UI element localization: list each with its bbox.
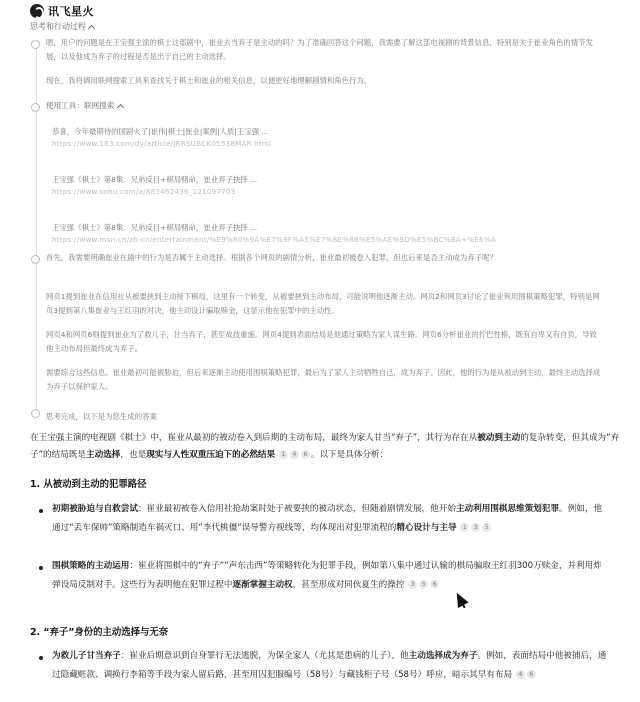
citation-badge[interactable]: 5 bbox=[419, 580, 428, 589]
citation-badge[interactable]: 3 bbox=[471, 523, 480, 532]
answer-text: ，甚至形成对同伙夏生的操控 bbox=[292, 580, 405, 590]
search-result-url: https://www.sohu.com/a/883462436_121097703 bbox=[52, 187, 236, 196]
done-dot-icon bbox=[31, 409, 40, 418]
answer-bold: 主动利用围棋思维策划犯罪 bbox=[455, 504, 560, 514]
answer-text: 。例如，他通过“丢车保帅”策略制造车祸灭口、用“李代桃僵”误导警方视线等，均体现出对犯罪流程的 bbox=[52, 504, 603, 533]
search-result[interactable] bbox=[52, 174, 600, 198]
answer-bullet bbox=[52, 647, 608, 685]
search-result-url: https://www.msn.cn/zh-cn/entertainment/%E9%80%9A%E7%9F%A5%E7%8E%8B%E5%AE%9D%E5%BC%BA+%E6%A bbox=[52, 235, 496, 244]
thinking-paragraph: 首先，我需要明确崔业在剧中的行为是否属于主动选择。根据各个网页的剧情分析，崔业最初被卷入犯罪，但也后来是否主动成为弃子呢？ bbox=[46, 253, 497, 262]
answer-bold: 现实与人性双重压迫下的必然结果 bbox=[146, 450, 276, 460]
thinking-thread-line bbox=[36, 46, 37, 416]
tool-label: 使用工具：联网搜索 bbox=[46, 101, 115, 110]
bullet-title: 为救儿子甘当弃子 bbox=[52, 651, 121, 661]
chevron-up-icon bbox=[88, 24, 95, 31]
thinking-done-text: 思考完成，以下是为您生成的答案 bbox=[46, 412, 157, 421]
search-result-title: 恭喜，今年最期待的国剧火了|崔伟|棋士|崔业|案例|人质|王宝强 ... bbox=[52, 127, 269, 136]
citation-badge[interactable]: 3 bbox=[408, 580, 417, 589]
chevron-up-icon bbox=[117, 103, 124, 110]
answer-text: ：崔业最初被卷入信用社抢劫案时处于被要挟的被动状态，但随着剧情发展，他开始 bbox=[137, 504, 456, 514]
answer-intro bbox=[30, 430, 620, 464]
answer-bold: 精心设计与主导 bbox=[396, 523, 457, 533]
app-logo bbox=[30, 2, 94, 20]
answer-bold: 被动到主动 bbox=[477, 433, 521, 443]
tool-usage-toggle[interactable] bbox=[46, 100, 123, 111]
step-dot-icon bbox=[31, 255, 40, 264]
bullet-title: 初期被胁迫与自救尝试 bbox=[52, 504, 138, 514]
thinking-paragraph: 现在，我将调用联网搜索工具来查找关于棋士和崔业的相关信息，以便更好地理解剧情和角色行为。 bbox=[46, 76, 372, 85]
answer-bullet bbox=[52, 500, 608, 538]
answer-bullet bbox=[52, 557, 608, 595]
citation-badge[interactable]: 1 bbox=[460, 523, 469, 532]
citation-badge[interactable]: 6 bbox=[301, 450, 310, 459]
citation-badge[interactable]: 4 bbox=[290, 450, 299, 459]
bullet-icon bbox=[39, 509, 43, 513]
thinking-header-label: 思考和行动过程 bbox=[30, 22, 86, 31]
thinking-paragraph: 需要综合这些信息。崔业最初可能被胁迫，但后来逐渐主动使用围棋策略犯罪，最后为了家人主动牺牲自己，成为弃子。因此，他的行为是从被动到主动，最终主动选择成为弃子以保护家人。 bbox=[46, 368, 601, 391]
answer-bold: 主动选择成为弃子 bbox=[408, 651, 478, 661]
answer-text: 的复杂转变，但其成为“弃子”的结局既是 bbox=[30, 433, 620, 460]
answer-text: ：崔业后期意识到自身罪行无法逃脱，为保全家人（尤其是患病的儿子），他 bbox=[120, 651, 409, 661]
app-name: 讯飞星火 bbox=[48, 5, 94, 18]
search-result-url: https://www.163.com/dy/article/JRRSUBCK05538MAR.html bbox=[52, 139, 272, 148]
thinking-paragraph: 嗯，用户的问题是在王宝强主演的棋士这部剧中，崔业去当弃子是主动的吗？为了准确回答这个问题，我需要了解这部电视剧的背景信息，特别是关于崔业角色的情节发展，以及他成为弃子的过程是否是出于自己的主动选择。 bbox=[46, 38, 593, 61]
search-result-title: 王宝强《棋士》第8集：兄弟反目+棋局赌命，崔业弃子抉择 ... bbox=[52, 223, 258, 232]
bullet-title: 围棋策略的主动运用 bbox=[52, 561, 130, 571]
thinking-paragraph: 网页1提到崔业在信用社从被要挟到主动接下棋局，这里有一个转变，从被要挟到主动布局，可能说明他逐渐主动。网页2和网页3讨论了崔业利用围棋策略犯罪，特别是网页3提到第八集崔业与王红羽的对决，他主动设计骗取赎金，这显示他在犯罪中的主动性。 bbox=[46, 292, 600, 315]
search-result[interactable] bbox=[52, 222, 600, 246]
search-result-title: 王宝强《棋士》第8集：兄弟反目+棋局赌命，崔业弃子抉择 ... bbox=[52, 175, 258, 184]
search-result[interactable] bbox=[52, 126, 600, 150]
citation-badge[interactable]: 5 bbox=[482, 523, 491, 532]
answer-bold: 逐渐掌握主动权 bbox=[232, 580, 293, 590]
thinking-toggle[interactable] bbox=[30, 21, 94, 32]
section-heading: 1. 从被动到主动的犯罪路径 bbox=[30, 479, 147, 490]
answer-text: 在王宝强主演的电视剧《棋士》中，崔业从最初的被动卷入到后期的主动布局，最终为家人甘当“弃子”，其行为存在从 bbox=[30, 433, 478, 443]
section-heading: 2. “弃子”身份的主动选择与无奈 bbox=[30, 627, 169, 638]
answer-bold: 主动选择 bbox=[86, 450, 121, 460]
answer-text: 。以下是具体分析： bbox=[310, 450, 389, 460]
step-dot-icon bbox=[31, 40, 40, 49]
citation-badge[interactable]: 6 bbox=[430, 580, 439, 589]
bullet-icon bbox=[39, 656, 43, 660]
citation-badge[interactable]: 1 bbox=[279, 450, 288, 459]
spark-logo-icon bbox=[30, 4, 44, 18]
citation-badge[interactable]: 4 bbox=[516, 670, 525, 679]
answer-text: ，也是 bbox=[120, 450, 147, 460]
citation-badge[interactable]: 6 bbox=[527, 670, 536, 679]
bullet-icon bbox=[39, 566, 43, 570]
thinking-paragraph: 网页4和网页6则提到崔业为了救儿子，甘当弃子，甚至故技重施。网页4提到表面结局是他通过策略为家人谋生路。网页6分析崔业的拧巴性格，既有自卑又有自负，导致他主动布局但最终成为弃子。 bbox=[46, 330, 597, 353]
tool-dot-icon bbox=[31, 103, 40, 112]
answer-text: ：崔业将围棋中的“弃子”“声东击西”等策略转化为犯罪手段，例如第八集中通过认输的棋局骗取王红羽300万赎金，并利用炸弹设局反制对手。这些行为表明他在犯罪过程中 bbox=[52, 561, 602, 590]
answer-text: 。例如，表面结局中他被捕后，通过隐藏赃款、调换行李箱等手段为家人留后路，甚至用囚犯服编号（58号）与藏钱柜子号（58号）呼应，暗示其早有布局 bbox=[52, 651, 607, 680]
